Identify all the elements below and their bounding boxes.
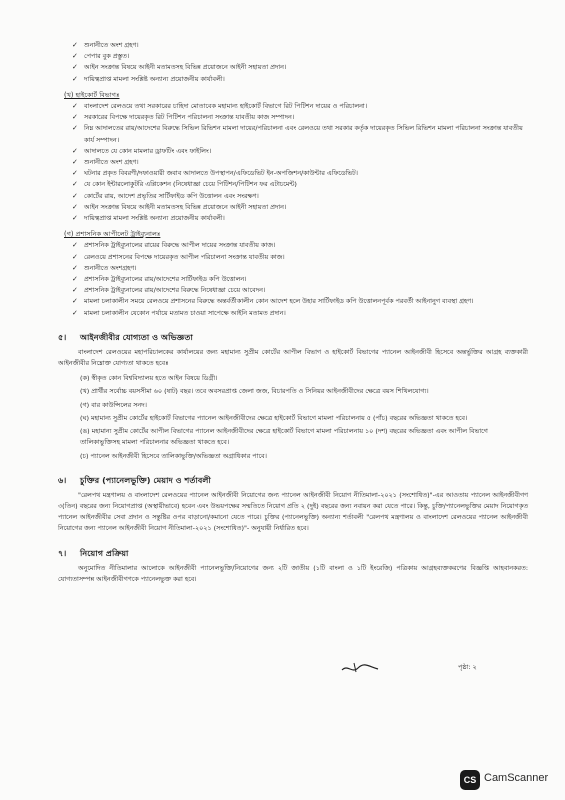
- list-item: ✓ আইন সংক্রান্ত বিষয়ে আইনী মতামতসহ বিভিন্ন প্রয়োজনে আইনী সহায়তা প্রদান।: [58, 202, 528, 213]
- page-content: [58, 40, 528, 585]
- section-ga-heading: (গ) প্রশাসনিক আপীলেট ট্রাইব্যুনালঃ: [64, 230, 161, 239]
- section-title: আইনজীবীর যোগ্যতা ও অভিজ্ঞতা: [80, 331, 193, 342]
- check-icon: ✓: [72, 74, 78, 83]
- check-icon: ✓: [72, 52, 78, 61]
- list-item: ✓ দায়িত্বপ্রাপ্ত মামলা সংশ্লিষ্ট অন্যান্য প্রয়োজনীয় কার্যাবলী।: [58, 74, 528, 85]
- list-item: (গ) বার কাউন্সিলের সনদ।: [80, 400, 147, 409]
- list-item: ✓ পেপার বুক প্রস্তুত।: [58, 51, 528, 62]
- list-item: ✓ প্রশাসনিক ট্রাইব্যুনালের রায়ের বিরুদ্ধে আপীল দায়ের সংক্রান্ত যাবতীয় কাজ।: [58, 240, 528, 251]
- check-icon: ✓: [72, 158, 78, 167]
- list-item: ✓ মামলা চলাকালীন সময়ে রেলওয়ে প্রশাসনের বিরুদ্ধে অন্তর্বর্তীকালীন কোন আদেশ হলে উহার সার্টিফাইড কপি উত্তোলনপূর্বক পরবর্তী আইনানুগ ব্যবস্থা গ্রহণ।: [58, 296, 528, 307]
- list-item: ✓ প্রশাসনিক ট্রাইব্যুনালের রায়/আদেশের বিরুদ্ধে নিষেধাজ্ঞা চেয়ে আবেদন।: [58, 285, 528, 296]
- list-item: ✓ নিম্ন আদালতের রায়/আদেশের বিরুদ্ধে সিভিল রিভিশন মামলা দায়ের/পরিচালনা এবং রেলওয়ে তথা সরকার কর্তৃক দায়েরকৃত সিভিল রিভিশন মামলা পরিচালনা সংক্রান্ত যাবতীয় কার্য সম্পাদন।: [72, 124, 523, 144]
- list-item: (ঙ) মহামান্য সুপ্রীম কোর্টের আপীল বিভাগের প্যানেল আইনজীবীদের ক্ষেত্রে হাইকোর্ট বিভাগে মামলা পরিচালনায় ১০ (দশ) বছরের অভিজ্ঞতা এবং আপীল বিভাগে তালিকাভুক্তিসহ মামলা পরিচালনার অভিজ্ঞতা থাকতে হবে।: [80, 427, 488, 447]
- signature-mark: [340, 660, 380, 676]
- qualification-list: [80, 373, 528, 461]
- camscanner-logo-icon: CS: [460, 770, 480, 790]
- section-5-paragraph: বাংলাদেশ রেলওয়ের মহাপরিচালকের কার্যালয়ের জন্য মহামান্য সুপ্রীম কোর্টের আপীল বিভাগ ও হাইকোর্ট বিভাগের প্যানেল আইনজীবী হিসেবে অন্তর্ভুক্তির আগ্রহ ব্যক্তকারী আইনজীবীর নিম্নোক্ত যোগ্যতা থাকতে হবেঃ: [58, 347, 528, 368]
- check-icon: ✓: [72, 286, 78, 295]
- section-title: নিয়োগ প্রক্রিয়া: [80, 547, 129, 558]
- check-icon: ✓: [72, 113, 78, 122]
- list-item: ✓ দায়িত্বপ্রাপ্ত মামলা সংশ্লিষ্ট অন্যান্য প্রয়োজনীয় কার্যাবলী।: [58, 213, 528, 224]
- page-number: পৃষ্ঠা: ২: [458, 663, 477, 671]
- top-list: [58, 40, 528, 85]
- list-item: (ক) স্বীকৃত কোন বিশ্ববিদ্যালয় হতে আইন বিষয়ে ডিগ্রী।: [80, 374, 218, 383]
- list-item: ✓ বাংলাদেশ রেলওয়ে তথা সরকারের চাহিদা মোতাবেক মহামান্য হাইকোর্ট বিভাগে রিট পিটিশন দায়ের ও পরিচালনা।: [58, 101, 528, 112]
- section-number: ৫।: [58, 331, 67, 342]
- list-item: ✓ আদালতে যে কোন মামলার ড্রাফটিং এবং ফাইলিং।: [58, 146, 528, 157]
- check-icon: ✓: [72, 102, 78, 111]
- list-item: ✓ যে কোন ইন্টারলোকুটরি এপ্লিকেশন (নিষেধাজ্ঞা চেয়ে পিটিশন/পিটিশন ফর এটাচমেন্ট): [58, 179, 528, 190]
- list-item: (খ) প্রার্থীর সর্বোচ্চ বয়সসীমা ৬০ (ষাট) বছর। তবে অবসরপ্রাপ্ত জেলা জজ, বিচারপতি ও সিনিয়র আইনজীবীদের ক্ষেত্রে বয়স শিথিলযোগ্য।: [80, 387, 429, 396]
- check-icon: ✓: [72, 297, 78, 306]
- list-item: ✓ রেলওয়ে প্রশাসনের বিপক্ষে দায়েরকৃত আপীল পরিচালনা সংক্রান্ত যাবতীয় কাজ।: [58, 252, 528, 263]
- section-kha-list: [58, 101, 528, 224]
- section-6-paragraph: "রেলপথ মন্ত্রণালয় ও বাংলাদেশ রেলওয়ের প্যানেল আইনজীবী নিয়োগের জন্য প্যানেল আইনজীবী নিয়োগ নীতিমালা-২০২১ (সংশোধিত)"-এর আওতায় প্যানেল আইনজীবীগণ ৩(তিন) বছরের জন্য নিয়োগপ্রাপ্ত (অস্থায়ীভাবে) হবেন এবং উভয়পক্ষের সম্মতিতে নিয়োগ প্রতি ২ (দুই) বছরের জন্য নবায়ন করা যেতে পারে। কিন্তু, চুক্তি/প্যানেলভুক্তির মেয়াদ নিয়োগকৃত প্যানেল আইনজীবীর সেবা প্রদান ও সন্তুষ্টির ওপর বাড়ানো/কমানো যেতে পারে। চুক্তির (প্যানেলভুক্তি) অন্যান্য শর্তাবলী "রেলপথ মন্ত্রণালয় ও বাংলাদেশ রেলওয়ের প্যানেল আইনজীবী নিয়োগের জন্য প্যানেল আইনজীবী নিয়োগ নীতিমালা-২০২১ (সংশোধিত)"- অনুযায়ী নির্ধারিত হবে।: [58, 490, 528, 533]
- section-kha-heading: (খ) হাইকোর্ট বিভাগঃ: [64, 90, 120, 99]
- check-icon: ✓: [72, 63, 78, 72]
- list-item: ✓ কোর্টের রায়, আদেশ প্রভৃতির সার্টিফাইড কপি উত্তোলন এবং সংরক্ষণ।: [58, 191, 528, 202]
- check-icon: ✓: [72, 202, 78, 211]
- section-number: ৬।: [58, 474, 67, 485]
- section-5-heading: [58, 331, 528, 343]
- section-7-paragraph: অনুমোদিত নীতিমালার আলোকে আইনজীবী প্যানেলভুক্তি/নিয়োগের জন্য ২টি জাতীয় (১টি বাংলা ও ১টি ইংরেজি) পত্রিকায় আগ্রহব্যক্তকরণের বিজ্ঞপ্তি আহবানকরত: যোগ্যতাসম্পন্ন আইনজীবীগণকে প্যানেলভুক্ত করা হবে।: [58, 563, 528, 583]
- check-icon: ✓: [72, 263, 78, 272]
- check-icon: ✓: [72, 241, 78, 250]
- check-icon: ✓: [72, 275, 78, 284]
- check-icon: ✓: [72, 191, 78, 200]
- section-title: চুক্তির (প্যানেলভুক্তি) মেয়াদ ও শর্তাবলী: [80, 474, 211, 485]
- check-icon: ✓: [72, 180, 78, 189]
- check-icon: ✓: [72, 252, 78, 261]
- list-item: ✓ আইন সংক্রান্ত বিষয়ে আইনী মতামতসহ বিভিন্ন প্রয়োজনে আইনী সহায়তা প্রদান।: [58, 62, 528, 73]
- list-item: ✓ ঘটনার প্রকৃত বিবরণী/দফাওয়ারী জবাব আদালতে উপস্থাপন/এফিডেভিট ইন-অপজিশন/কাউন্টার এফিডেভিট।: [58, 168, 528, 179]
- list-item: ✓ শুনানীতে অংশ গ্রহণ।: [58, 157, 528, 168]
- list-item: ✓ সরকারের বিপক্ষে দায়েরকৃত রিট পিটিশন পরিচালনা সংক্রান্ত যাবতীয় কাজ সম্পাদন।: [58, 112, 528, 123]
- section-6-heading: [58, 474, 528, 486]
- list-item: ✓ শুনানীতে অংশ গ্রহণ।: [58, 40, 528, 51]
- check-icon: ✓: [72, 214, 78, 223]
- section-ga-list: [58, 240, 528, 318]
- camscanner-watermark: CamScanner: [484, 772, 549, 784]
- list-item: ✓ মামলা চলাকালীন যেকোন পর্যায়ে মতামত চাওয়া সাপেক্ষে আইনি মতামত প্রদান।: [58, 308, 528, 319]
- list-item: ✓ প্রশাসনিক ট্রাইব্যুনালের রায়/আদেশের সার্টিফাইড কপি উত্তোলন।: [58, 274, 528, 285]
- list-item: ✓ শুনানীতে অংশগ্রহণ।: [58, 263, 528, 274]
- check-icon: ✓: [72, 169, 78, 178]
- section-7-heading: [58, 547, 528, 559]
- check-icon: ✓: [72, 308, 78, 317]
- check-icon: ✓: [72, 124, 78, 133]
- section-number: ৭।: [58, 547, 67, 558]
- check-icon: ✓: [72, 41, 78, 49]
- list-item: (ঘ) মহামান্য সুপ্রীম কোর্টের হাইকোর্ট বিভাগের প্যানেল আইনজীবীদের ক্ষেত্রে হাইকোর্ট বিভাগে মামলা পরিচালনায় ৫ (পাঁচ) বছরের অভিজ্ঞতা থাকতে হবে।: [80, 413, 468, 422]
- list-item: (চ) প্যানেল আইনজীবী হিসেবে তালিকাভুক্তি/অভিজ্ঞতা অগ্রাধিকার পাবে।: [80, 451, 267, 460]
- check-icon: ✓: [72, 146, 78, 155]
